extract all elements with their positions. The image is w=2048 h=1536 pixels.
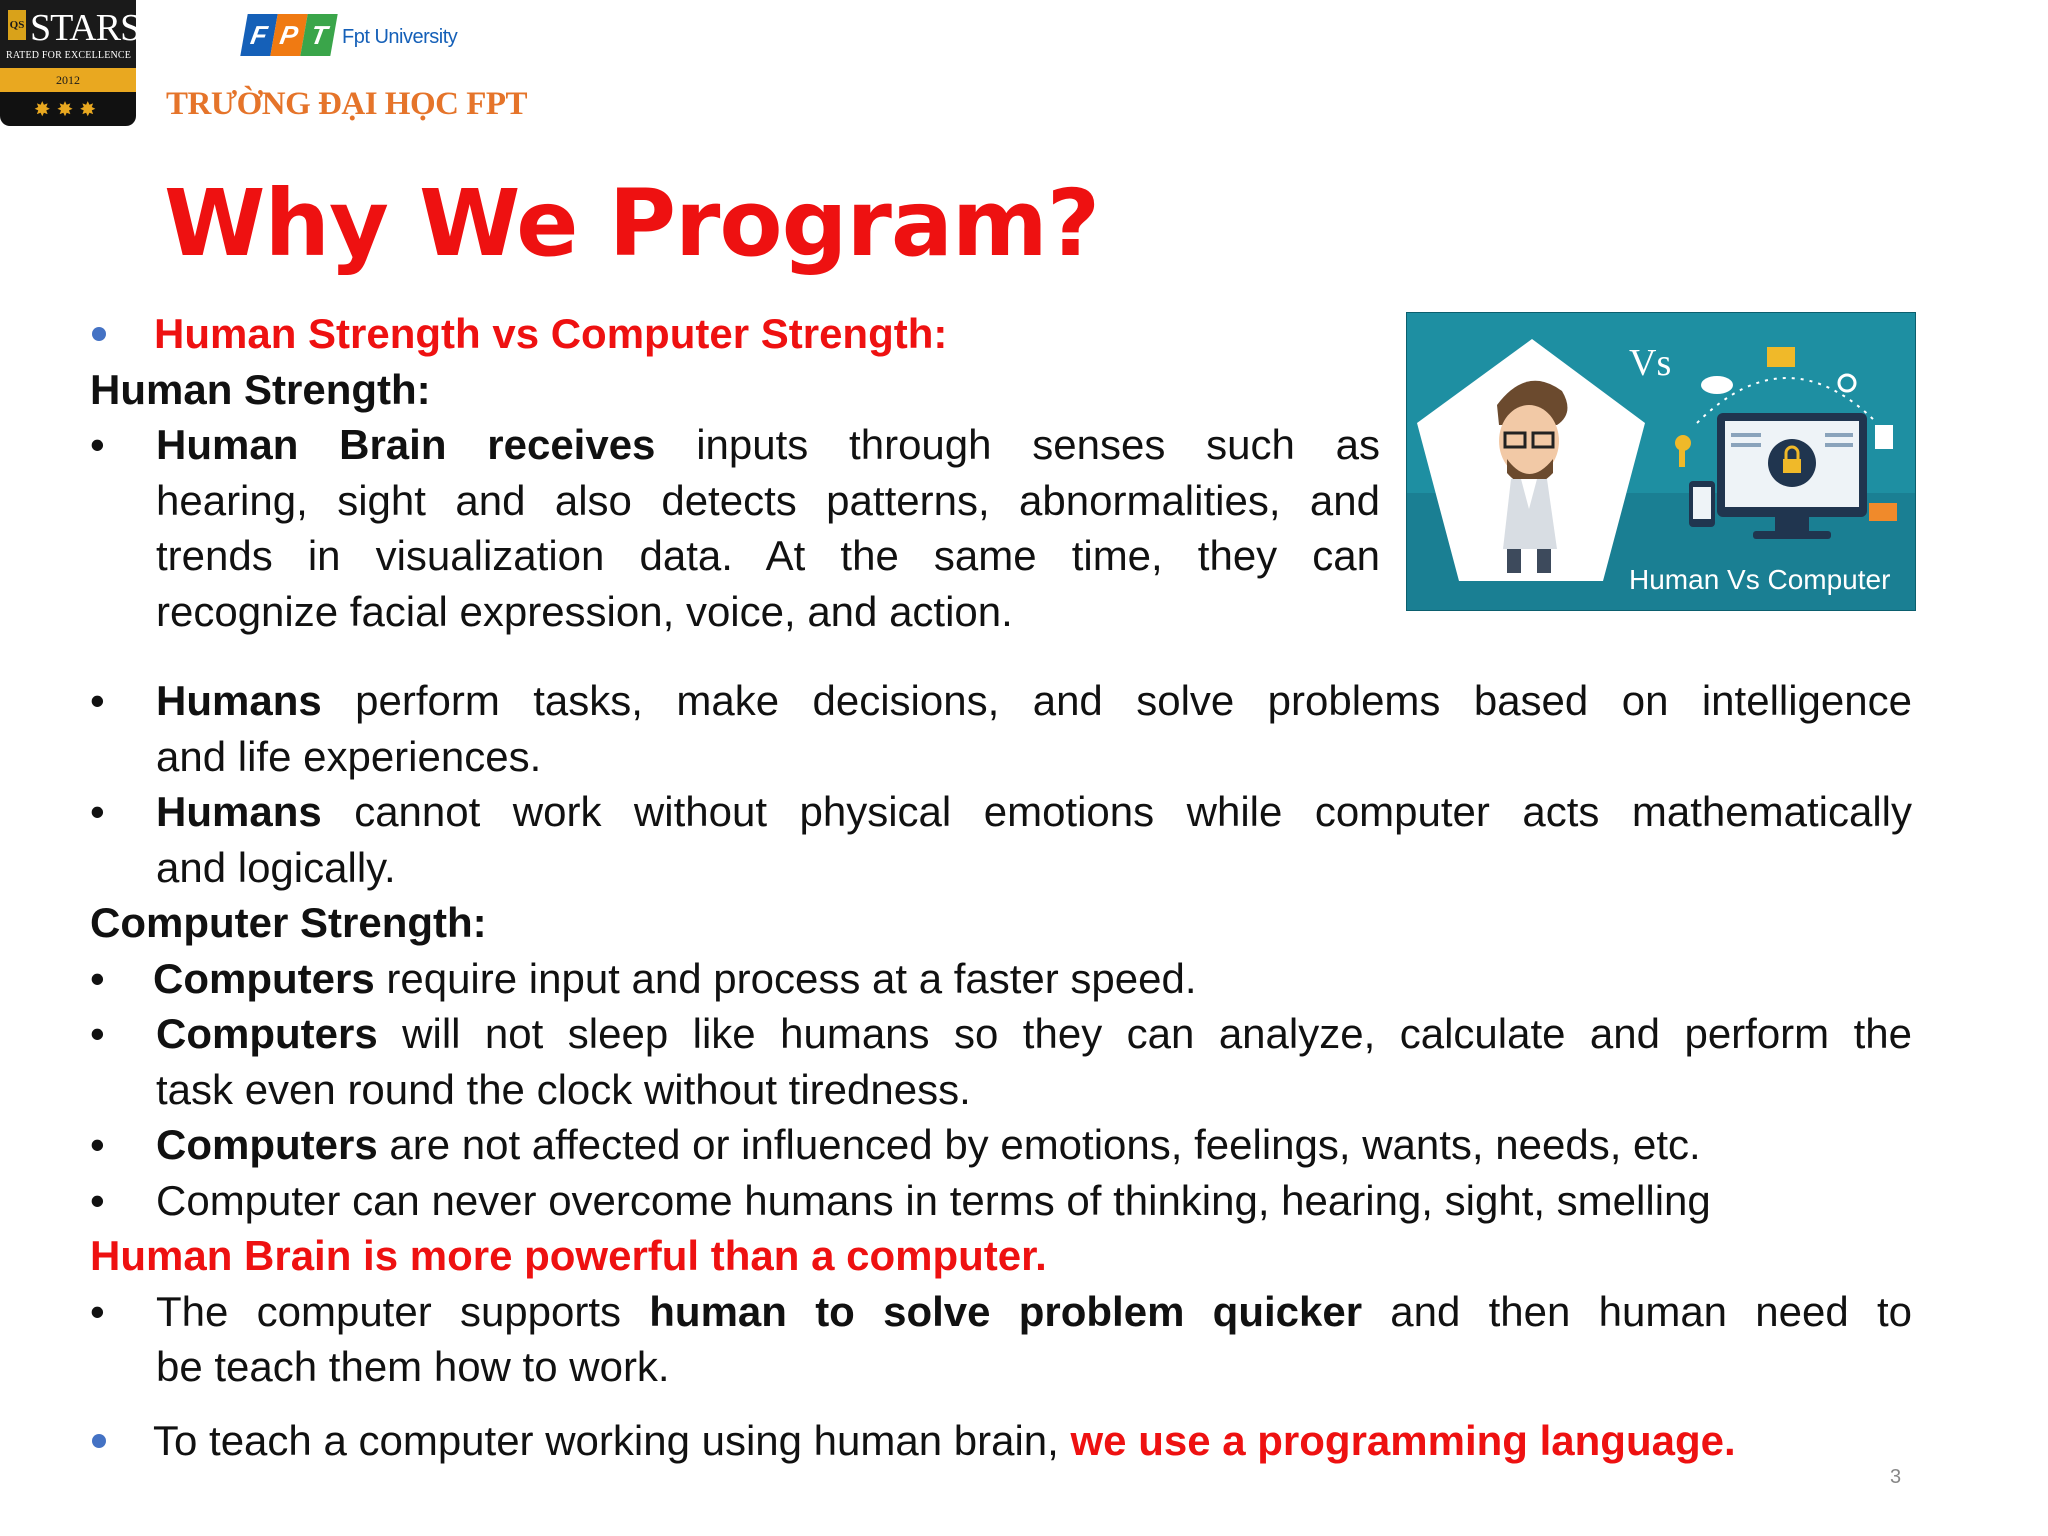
fpt-university-logo	[238, 8, 488, 64]
mail-icon	[1869, 503, 1897, 521]
computer-bullet-2-text: will not sleep like humans so they can analyze, calculate and perform the	[377, 1010, 1912, 1057]
key-icon	[1675, 435, 1691, 467]
smartphone-icon	[1689, 481, 1715, 527]
fpt-letter-p: P	[270, 14, 307, 56]
qs-star-rating-icon: ✸✸✸	[0, 92, 136, 126]
fpt-letter-t: T	[300, 14, 337, 56]
document-icon	[1875, 425, 1893, 449]
human-bullet-3-line-2: and logically.	[156, 844, 396, 891]
fpt-university-text: Fpt University	[342, 26, 458, 48]
folder-icon	[1767, 347, 1795, 367]
final-red-text: we use a programming language.	[1070, 1417, 1736, 1464]
human-vs-computer-illustration	[1407, 313, 1915, 610]
final-text: To teach a computer working using human brain,	[153, 1417, 1071, 1464]
fpt-letter-f: F	[240, 14, 277, 56]
computer-bullet-1-text: require input and process at a faster speed.	[374, 955, 1197, 1002]
computer-bullet-1	[153, 951, 1197, 1007]
humans-bold: Humans	[156, 677, 322, 724]
computers-bold: Computers	[156, 1121, 378, 1168]
computers-bold: Computers	[156, 1010, 378, 1057]
conclusion-bullet-line-1	[156, 1284, 1912, 1340]
bullet-icon: •	[90, 421, 105, 468]
human-bullet-1-line-1	[156, 417, 1380, 473]
bullet-icon: •	[90, 955, 105, 1002]
human-bullet-1-line-4: recognize facial expression, voice, and action.	[156, 588, 1013, 635]
qs-mark: QS	[8, 10, 26, 40]
bullet-icon: •	[90, 1288, 105, 1335]
computers-bold: Computers	[153, 955, 375, 1002]
human-bullet-2-text: perform tasks, make decisions, and solve problems based on intelligence	[321, 677, 1912, 724]
search-icon	[1839, 375, 1855, 391]
conclusion-text-a: The computer supports	[156, 1288, 650, 1335]
human-brain-receives-bold: Human Brain receives	[156, 421, 656, 468]
school-name: TRƯỜNG ĐẠI HỌC FPT	[166, 86, 528, 122]
section-heading: Human Strength vs Computer Strength:	[154, 310, 948, 357]
page-number: 3	[1890, 1466, 1902, 1488]
slide-title: Why We Program?	[164, 170, 1100, 277]
bullet-icon: •	[90, 1177, 105, 1224]
humans-bold: Humans	[156, 788, 322, 835]
vs-label: Vs	[1629, 342, 1672, 384]
human-bullet-3-line-1	[156, 784, 1912, 840]
human-vs-computer-image	[1406, 312, 1916, 611]
computer-strength-heading: Computer Strength:	[90, 899, 487, 946]
human-bullet-1-text: inputs through senses such as	[655, 421, 1380, 468]
computer-bullet-3	[156, 1117, 1701, 1173]
computer-bullet-4: Computer can never overcome humans in terms of thinking, hearing, sight, smelling	[156, 1177, 1711, 1224]
conclusion-text-c: and then human need to	[1362, 1288, 1912, 1335]
image-caption: Human Vs Computer	[1629, 564, 1891, 595]
conclusion-bullet-line-2: be teach them how to work.	[156, 1343, 670, 1390]
human-strength-heading: Human Strength:	[90, 366, 431, 413]
bullet-dot-icon	[92, 327, 106, 341]
bullet-dot-icon	[92, 1434, 106, 1448]
computer-bullet-2-line-1	[156, 1006, 1912, 1062]
human-bullet-2-line-1	[156, 673, 1912, 729]
human-bullet-3-text: cannot work without physical emotions while computer acts mathematically	[321, 788, 1912, 835]
qs-stars-badge	[0, 0, 141, 126]
conclusion-red-line: Human Brain is more powerful than a computer.	[90, 1232, 1047, 1279]
human-bullet-1-line-3: trends in visualization data. At the same time, they can	[156, 532, 1380, 579]
computer-bullet-3-text: are not affected or influenced by emotions, feelings, wants, needs, etc.	[377, 1121, 1701, 1168]
bullet-icon: •	[90, 677, 105, 724]
bullet-icon: •	[90, 1010, 105, 1057]
qs-year: 2012	[0, 68, 136, 92]
qs-rated-text: RATED FOR EXCELLENCE	[6, 50, 132, 61]
bullet-icon: •	[90, 788, 105, 835]
bullet-icon: •	[90, 1121, 105, 1168]
human-bullet-2-line-2: and life experiences.	[156, 733, 542, 780]
human-bullet-1-line-2: hearing, sight and also detects patterns, abnormalities, and	[156, 477, 1380, 524]
computer-monitor-icon	[1717, 413, 1867, 539]
conclusion-bold: human to solve problem quicker	[649, 1288, 1363, 1335]
computer-bullet-2-line-2: task even round the clock without tiredness.	[156, 1066, 971, 1113]
qs-stars-text: STARS	[30, 7, 141, 49]
cloud-icon	[1701, 376, 1733, 394]
final-statement	[153, 1413, 1736, 1469]
